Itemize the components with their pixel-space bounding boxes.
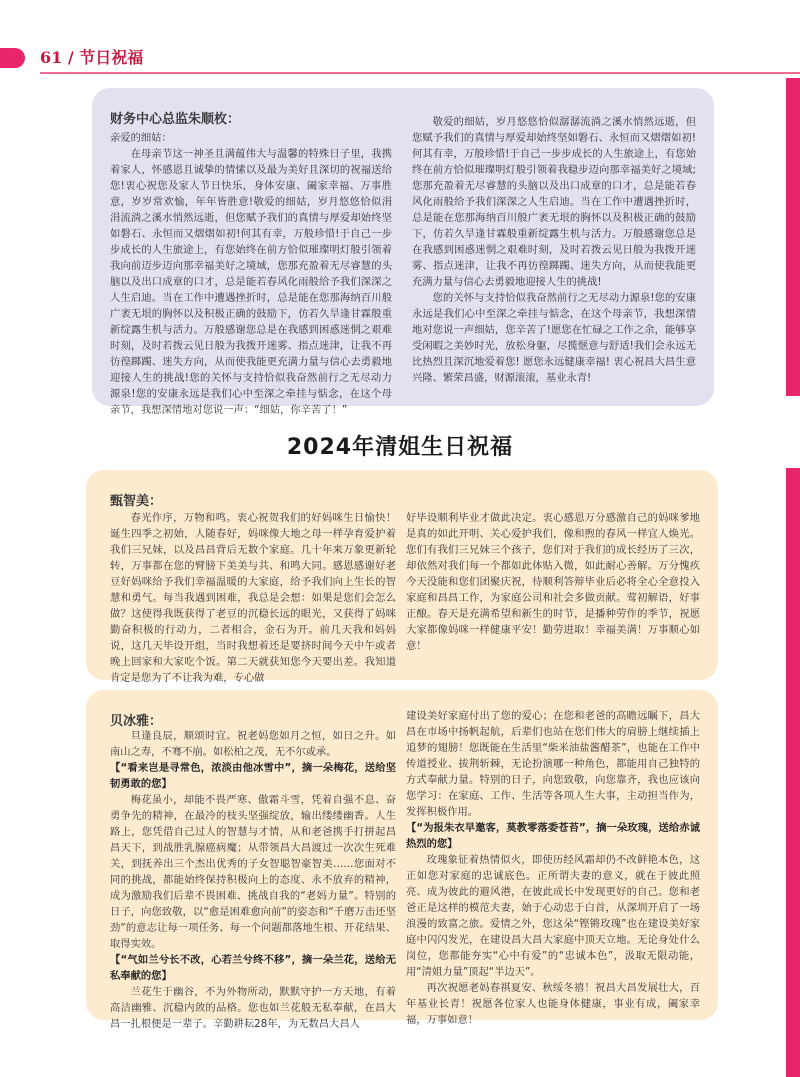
- section-title: 2024年清姐生日祝福: [286, 435, 514, 460]
- header-separator: /: [67, 48, 74, 67]
- paragraph: 玫瑰象征着热情似火，即使历经风霜却仍不改鲜艳本色，这正如您对家庭的忠诚底色。正所谓夫妻的意义，就在于彼此照亮、成为彼此的避风港，在彼此成长中发现更好的自己。您和老爸正是这样的模范夫妻，始于心动忠于白首，从深圳开启了一场浪漫的致富之旅。爱情之外，您这朵“铿锵玫瑰”也在建设美好家庭中闪闪发光，在建设昌大昌大家庭中顶天立地。无论身处什么岗位，您都能夯实“心中有爱”的“忠诚本色”，汲取无限动能，用“清姐力量”顶起“半边天”。: [406, 854, 700, 978]
- highlight-heading: 【“气如兰兮长不改，心若兰兮终不移”，摘一朵兰花，送给无私奉献的您】: [110, 954, 396, 982]
- highlight-heading: 【“为报朱衣早邀客，莫教零落委苍苔”，摘一朵玫瑰，送给赤诚热烈的您】: [406, 822, 700, 850]
- paragraph: 在母亲节这一神圣且满蕴伟大与温馨的特殊日子里，我携着家人，怀感恩且诚挚的情愫以及最为美好且深切的祝福送给您!衷心祝您及家人节日快乐，身体安康、阖家幸福、万事胜意，岁岁常欢愉，年年皆胜意!敬爱的细姑，岁月悠悠恰似涓涓流淌之溪水悄然远逝，但您赋予我们的真情与厚爱却始终坚如磐石、永恒而又熠熠如初!何其有幸，万般珍惜!于自己一步步成长的人生旅途上，有您始终在前方恰似璀璨明灯般引领着我向前迈步迈向那幸福美好之境域，您那充盈着无尽睿慧的头脑以及出口成章的口才，总是能若春风化雨般给予我们深深之人生启迪。当在工作中遭遇挫折时，总是能在您那海纳百川般广袤无垠的胸怀以及积极正确的鼓励下，仿若久旱逢甘霖般重新绽露生机与活力。万般感谢您总是在我感到困惑迷惘之艰难时刻，及时若拨云见日般为我拨开迷雾、指点迷津，让我不再彷徨踯躅、迷失方向，从而使我能更充满力量与信心去勇毅地迎接人生的挑战!您的关怀与支持恰似我奋然前行之无尽动力源泉!您的安康永远是我们心中至深之牵挂与惦念，在这个母亲节，我想深情地对您说一声：“细姑，你辛苦了！”: [110, 148, 392, 416]
- right-accent-strip-bottom: [786, 468, 800, 1077]
- letter-zhen-left-column: [110, 510, 396, 686]
- paragraph: 亲爱的细姑：: [110, 132, 172, 144]
- paragraph: 建设美好家庭付出了您的爱心；在您和老爸的高瞻远瞩下，昌大昌在市场中扬帆起航，后辈们也站在您们伟大的肩膀上继续插上追梦的翅膀！您既能在生活里“柴米油盐酱醋茶”，也能在工作中传道授业、拔荆斩棘，无论扮演哪一种角色，都能用自己独特的方式奉献力量。特别的日子，向您致敬，向您靠齐，我也应该向您学习：在家庭、工作、生活等各项人生大事，主动担当作为，发挥积极作用。: [406, 710, 700, 818]
- paragraph: 旦逢良辰，顺颂时宜。祝老妈您如月之恒，如日之升。如南山之寿，不骞不崩。如松柏之茂，无不尔或承。: [110, 730, 396, 758]
- header-divider: [40, 72, 800, 74]
- paragraph: 您的关怀与支持恰似我奋然前行之无尽动力源泉!您的安康永远是我们心中至深之牵挂与惦念，在这个母亲节，我想深情地对您说一声细姑，您辛苦了!愿您在忙碌之工作之余，能够享受闲暇之美妙时光，放松身躯，尽揽惬意与舒适!我们会永远无比热烈且深沉地爱着您! 愿您永远健康幸福! 衷心祝昌大昌生意兴隆、繁荣昌盛，财源滚滚，基业永青!: [412, 292, 696, 384]
- right-accent-strip-top: [786, 78, 800, 396]
- letter-zhu-right-column: [412, 114, 696, 386]
- letter-zhu-left-column: [110, 130, 392, 418]
- letter-title-zhu: 财务中心总监朱顺枚：: [110, 112, 241, 127]
- letter-title-bei: 贝冰雅：: [110, 714, 163, 729]
- paragraph: 敬爱的细姑，岁月悠悠恰似潺潺流淌之溪水悄然远逝，但您赋予我们的真情与厚爱却始终坚如磐石、永恒而又熠熠如初!何其有幸，万般珍惜!于自己一步步成长的人生旅途上，有您始终在前方恰似璀璨明灯般引领着我稳步迈向那幸福美好之境域;您那充盈着无尽睿慧的头脑以及出口成章的口才，总是能若春风化雨般给予我们深深之人生启迪。当在工作中遭遇挫折时，总是能在您那海纳百川般广袤无垠的胸怀以及积极正确的鼓励下，仿若久旱逢甘霖般重新绽露生机与活力。万般感谢您总是在我感到困惑迷惘之艰难时刻，及时若拨云见日般为我拨开迷雾、指点迷津，让我不再彷徨踯躅、迷失方向，从而使我能更充满力量与信心去勇毅地迎接人生的挑战!: [412, 116, 696, 288]
- paragraph: 再次祝愿老妈春祺夏安、秋绥冬禧！祝昌大昌发展壮大，百年基业长青！祝愿各位家人也能身体健康，事业有成，阖家幸福，万事如意！: [406, 982, 700, 1026]
- section-name: 节日祝福: [79, 48, 144, 67]
- letter-bei-left-column: [110, 728, 396, 1032]
- paragraph: 好毕设顺利毕业才做此决定。衷心感恩万分感激自己的妈咪爹地是真的如此开明、关心爱护我们，像和煦的春风一样宜人焕光。您们有我们三兄妹三个孩子，您们对于我们的成长经历了三次，却依然对我们每一个都如此体贴入微，如此耐心善解。万分愧疚今天没能和您们团聚庆祝，待顺利答辩毕业后必将全心全意投入家庭和昌昌工作，为家庭公司和社会多做贡献。莺初解语，好事正酿。春天是充满希望和新生的时节，是播种劳作的季节，祝愿大家都像妈咪一样健康平安！勤劳进取！幸福美满！万事顺心如意！: [406, 512, 700, 652]
- header-accent-pill: [0, 48, 25, 68]
- letter-bei-right-column: [406, 708, 700, 1028]
- letter-zhen-right-column: [406, 510, 700, 654]
- page-header: [40, 45, 143, 68]
- paragraph: 兰花生于幽谷，不为外物所动，默默守护一方天地，有着高洁幽雅、沉稳内敛的品格。您也如兰花般无私奉献，在昌大昌一扎根便是一辈子。辛勤耕耘28年，为无数昌大昌人: [110, 986, 396, 1030]
- letter-title-zhen: 甄智美：: [110, 494, 163, 509]
- paragraph: 梅花虽小，却能不畏严寒、傲霜斗雪，凭着自强不息、奋勇争先的精神，在最冷的枝头坚强绽放，输出缕缕幽香。人生路上，您凭借自己过人的智慧与才情，从和老爸携手打拼起昌昌天下，到战胜乳腺癌病魔；从带领昌大昌渡过一次次生死难关，到抚养出三个杰出优秀的子女智聪智豪智美……您面对不同的挑战，都能始终保持积极向上的态度、永不放弃的精神，成为激励我们后辈不畏困难、挑战自我的“老妈力量”。特别的日子，向您致敬，以“愈是困难愈向前”的姿态和“千磨万击还坚劲”的意志让每一项任务、每一个问题都落地生根、开花结果、取得实效。: [110, 794, 396, 950]
- page-number: 61: [40, 48, 63, 67]
- highlight-heading: 【“看来岂是寻常色，浓淡由他冰雪中”，摘一朵梅花，送给坚韧勇敢的您】: [110, 762, 396, 790]
- paragraph: 春光作序，万物和鸣。衷心祝贺我们的好妈咪生日愉快！诞生四季之初始，人随春好，妈咪像大地之母一样孕育爱护着我们三兄妹，以及昌昌背后无数个家庭。几十年来万象更新轮转，万事都在您的臂膀下美美与共、和鸣大同。感恩感谢好老豆好妈咪给予我们幸福温暖的大家庭，给予我们向上生长的智慧和勇气。每当我遇到困难，我总是会想：如果是您们会怎么做？这使得我既获得了老豆的沉稳长远的眼光，又获得了妈咪勤奋积极的行动力，二者相合，金石为开。前几天我和妈妈说，这几天毕设开组，当时我想着还是要挤时间今天中午或者晚上回家和大家吃个饭。第二天就获知您今天要出差。我知道肯定是您为了不让我为难，专心做: [110, 512, 396, 684]
